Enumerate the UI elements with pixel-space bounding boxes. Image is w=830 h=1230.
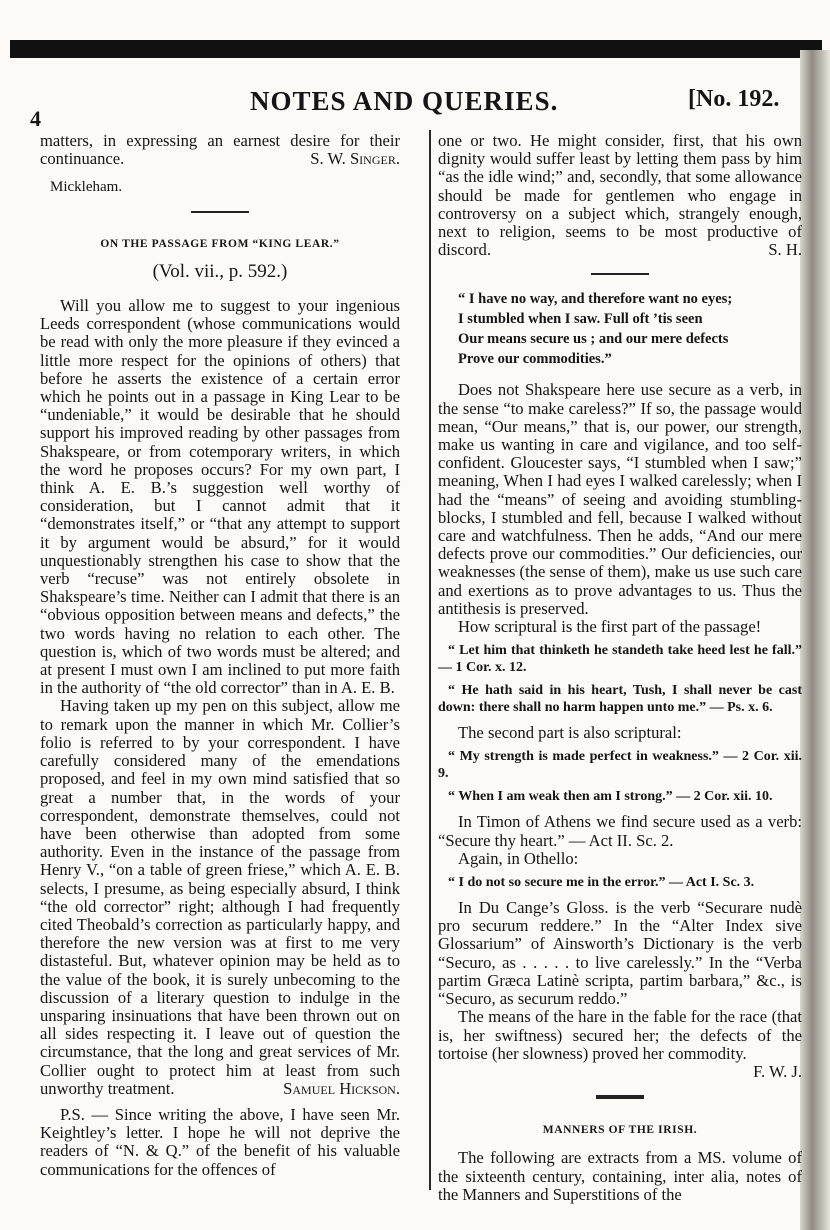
continuation-paragraph — [438, 132, 802, 259]
section-reference: (Vol. vii., p. 592.) — [152, 260, 288, 282]
intro-text: matters, in expressing an earnest desire for their continuance. — [40, 131, 400, 169]
continuation-signature: S. H. — [768, 240, 802, 260]
paragraph-1: Will you allow me to suggest to your ingenious Leeds correspondent (whose communications would be read with only the more pleasure if they evinced a little more respect for the opinions of others) that before he asserts the existence of a certain error which he points out in a passage in King Lear to be “undeniable,” it would be desirable that he should support his improved reading by other passages from Shakspeare, or from cotemporary writers, in which the word he proposes occurs? For my own part, I think A. E. B.’s suggestion well worthy of consideration, but I cannot admit that it “demonstrates itself,” or “that any attempt to support it by argument would be absurd,” for it would unquestionably strengthen his case to show that the verb “recuse” was not entirely obsolete in Shakspeare’s time. Neither can I admit that there is an “obvious opposition between means and defects,” the two words having no relation to each other. The question is, which of two words must be altered; and at present I must own I am inclined to put more faith in the authority of “the old corrector” than in A. E. B. — [40, 296, 400, 698]
scripture-quote-4: “ When I am weak then am I strong.” — 2 Cor. xii. 10. — [448, 789, 773, 805]
paragraph-3: Does not Shakspeare here use secure as a verb, in the sense “to make careless?” If so, the passage would mean, “Our means,” that is, our power, our strength, make us wanting in care and vigilance, and too self-confident. Gloucester says, “I stumbled when I saw;” meaning, When I had eyes I walked carelessly; when I had the “means” of seeing and avoiding stumbling-blocks, I stumbled and fell, because I walked without care and watchfulness. Then he adds, “And our mere defects prove our commodities.” Our deficiencies, our weaknesses (the sense of them), make us use such care and exertions as to prove advantages to us. Thus the antithesis is preserved. — [438, 380, 803, 618]
scripture-quote-2: “ He hath said in his heart, Tush, I shall never be cast down: there shall no harm happen unto me.” — Ps. x. 6. — [438, 683, 802, 716]
page-edge-shadow — [800, 50, 830, 1230]
paragraph-6: In Timon of Athens we find secure used as a verb: “Secure thy heart.” — Act II. Sc. 2. — [438, 812, 802, 850]
page-number: 4 — [30, 106, 41, 131]
verse-quote — [458, 289, 802, 369]
section-title: ON THE PASSAGE FROM “KING LEAR.” — [100, 237, 340, 250]
verse-line: “ I have no way, and therefore want no eyes; — [458, 291, 733, 308]
continuation-text: one or two. He might consider, first, that his own dignity would suffer least by letting them pass by him “as the idle wind;” and, secondly, that some allowance should be made for gentlemen who engage in controversy on a subject which, strangely enough, next to religion, seems to be most productive of discord. — [438, 131, 802, 260]
intro-paragraph — [40, 132, 400, 168]
verse-line: I stumbled when I saw. Full oft ’tis seen — [458, 311, 703, 328]
paragraph-2-signature: Samuel Hickson. — [283, 1078, 400, 1098]
place-name: Mickleham. — [50, 179, 123, 196]
paragraph-2-text: Having taken up my pen on this subject, allow me to remark upon the manner in which Mr. Collier’s folio is referred to by your correspondent. I have carefully considered many of the emendations proposed, and feel in my own mind satisfied that so great a number that, in the words of your correspondent, demonstrate themselves, could not have been otherwise than adopted from some authority. Even in the instance of the passage from Henry V., “on a table of green friese,” which A. E. B. selects, I presume, as being especially absurd, I think “the old corrector” right; although I had frequently cited Theobald’s correction as particularly happy, and therefore the new version was at first to me very distasteful. But, whatever opinion may be held as to the value of the book, it is surely unbecoming to the discussion of a literary question to indulge in the unsparing insinuations that have been thrown out on all sides respecting it. I leave out of question the circumstance, that the long and great services of Mr. Collier ought to protect him at least from such unworthy treatment. — [40, 696, 400, 1098]
verse-line: Our means secure us ; and our mere defects — [458, 331, 729, 348]
paragraph-9-signature: F. W. J. — [753, 1061, 802, 1081]
paragraph-5: The second part is also scriptural: — [458, 723, 682, 743]
paragraph-8: In Du Cange’s Gloss. is the verb “Securare nudè pro securum reddere.” In the “Alter Index sive Glossarium” of Ainsworth’s Dictionary is the verb “Securo, as . . . . . to live carelessly.” In the “Verba partim Græca Latinè scripta, partim barbara,” &c., is “Securo, as securum reddo.” — [438, 898, 802, 1009]
paragraph-7: Again, in Othello: — [458, 848, 579, 868]
column-divider — [429, 130, 431, 1190]
section-rule — [191, 211, 249, 213]
section-rule-2 — [591, 273, 649, 275]
paragraph-2 — [40, 697, 400, 1097]
scripture-quote-3: “ My strength is made perfect in weakness.” — 2 Cor. xii. 9. — [438, 749, 802, 782]
right-column — [438, 132, 802, 1204]
othello-quote: “ I do not so secure me in the error.” — Act I. Sc. 3. — [448, 875, 755, 891]
page-header — [0, 82, 830, 131]
section-title-2: MANNERS OF THE IRISH. — [542, 1124, 698, 1137]
paragraph-9: The means of the hare in the fable for the race (that is, her swiftness) secured her; the defects of the tortoise (her slowness) proved her commodity. — [438, 1007, 802, 1063]
running-title: NOTES AND QUERIES. — [250, 86, 559, 116]
paragraph-10: The following are extracts from a MS. volume of the sixteenth century, containing, inter alia, notes of the Manners and Superstitions of the — [438, 1148, 802, 1204]
verse-line: Prove our commodities.” — [458, 351, 612, 368]
left-column — [40, 132, 400, 1179]
section-rule-3 — [596, 1095, 644, 1099]
intro-signature: S. W. Singer. — [310, 149, 400, 169]
top-border-rule — [10, 40, 822, 58]
postscript: P.S. — Since writing the above, I have seen Mr. Keightley’s letter. I hope he will not deprive the readers of “N. & Q.” of the benefit of his valuable communications for the offences of — [40, 1104, 400, 1179]
issue-number: [No. 192. — [688, 86, 780, 112]
scripture-quote-1: “ Let him that thinketh he standeth take heed lest he fall.” — 1 Cor. x. 12. — [438, 643, 802, 676]
paragraph-4: How scriptural is the first part of the passage! — [458, 617, 762, 637]
